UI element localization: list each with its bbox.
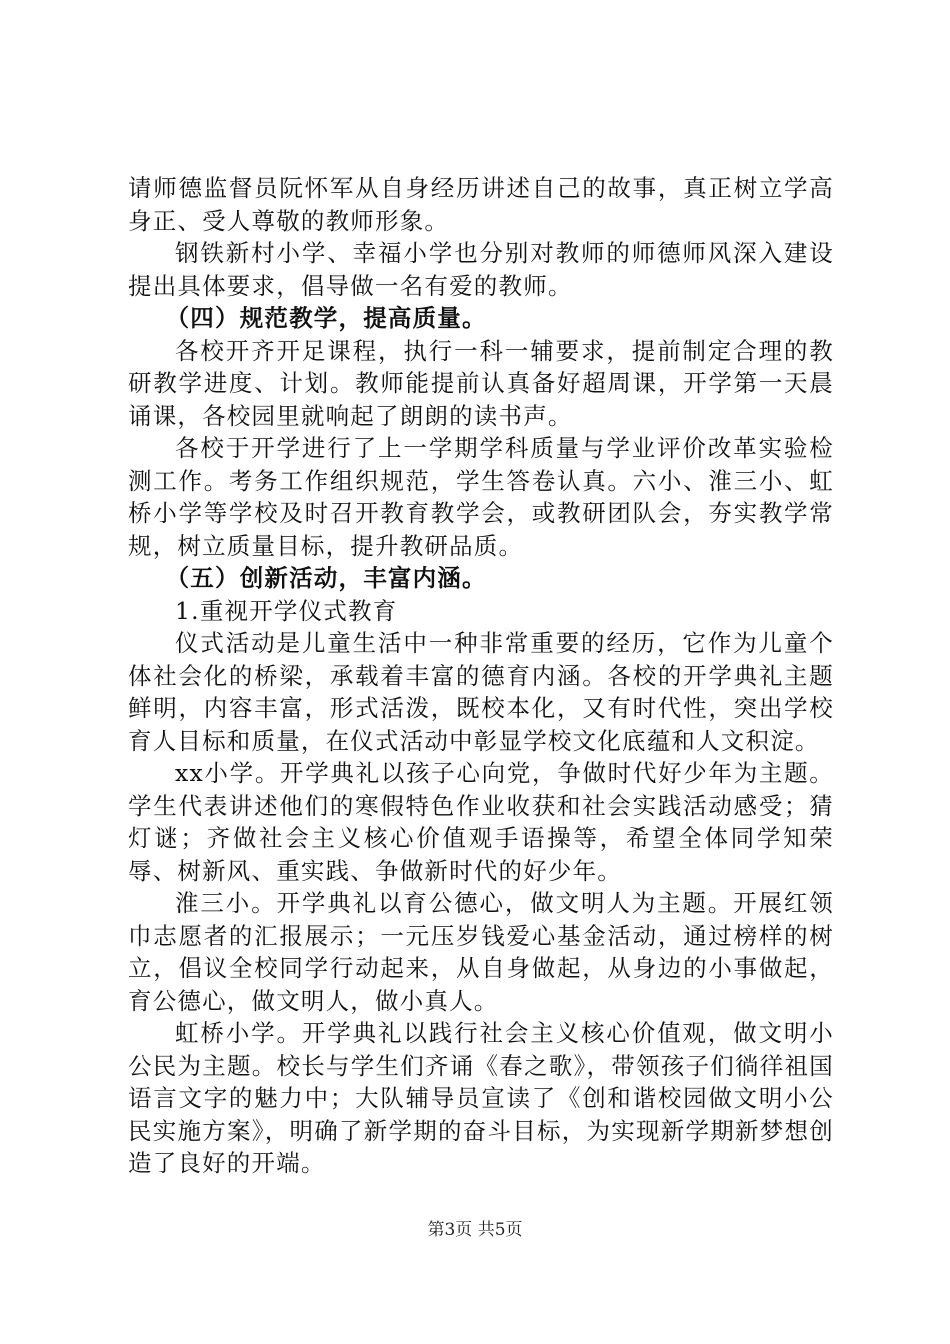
paragraph: 各校于开学进行了上一学期学科质量与学业评价改革实验检测工作。考务工作组织规范，学生答卷认真。六小、淮三小、虹桥小学等学校及时召开教育教学会，或教研团队会，夯实教学常规，树立质量目标，提升教研品质。 — [128, 434, 834, 560]
paragraph: 各校开齐开足课程，执行一科一辅要求，提前制定合理的教研教学进度、计划。教师能提前认真备好超周课，开学第一天晨诵课，各校园里就响起了朗朗的读书声。 — [128, 336, 834, 430]
paragraph: 仪式活动是儿童生活中一种非常重要的经历，它作为儿童个体社会化的桥梁，承载着丰富的德育内涵。各校的开学典礼主题鲜明，内容丰富，形式活泼，既校本化，又有时代性，突出学校育人目标和质量，在仪式活动中彰显学校文化底蕴和人文积淀。 — [128, 629, 834, 755]
paragraph: xx小学。开学典礼以孩子心向党，争做时代好少年为主题。学生代表讲述他们的寒假特色作业收获和社会实践活动感受；猜灯谜；齐做社会主义核心价值观手语操等，希望全体同学知荣辱、树新风、重实践、争做新时代的好少年。 — [128, 759, 834, 885]
subsection-heading: 1.重视开学仪式教育 — [175, 596, 398, 625]
section-heading: （五）创新活动，丰富内涵。 — [165, 564, 487, 592]
page-footer: 第3页 共5页 — [427, 1220, 523, 1240]
paragraph: 淮三小。开学典礼以育公德心，做文明人为主题。开展红领巾志愿者的汇报展示；一元压岁钱爱心基金活动，通过榜样的树立，倡议全校同学行动起来，从自身做起，从身边的小事做起，育公德心，做文明人，做小真人。 — [128, 889, 834, 1015]
section-heading: （四）规范教学，提高质量。 — [165, 304, 487, 332]
document-body — [128, 172, 834, 1180]
paragraph: 钢铁新村小学、幸福小学也分别对教师的师德师风深入建设提出具体要求，倡导做一名有爱的教师。 — [128, 239, 834, 300]
paragraph: 虹桥小学。开学典礼以践行社会主义核心价值观，做文明小公民为主题。校长与学生们齐诵《春之歌》，带领孩子们徜徉祖国语言文字的魅力中；大队辅导员宣读了《创和谐校园做文明小公民实施方案》，明确了新学期的奋斗目标，为实现新学期新梦想创造了良好的开端。 — [128, 1019, 834, 1177]
paragraph: 请师德监督员阮怀军从自身经历讲述自己的故事，真正树立学高身正、受人尊敬的教师形象。 — [128, 174, 834, 235]
